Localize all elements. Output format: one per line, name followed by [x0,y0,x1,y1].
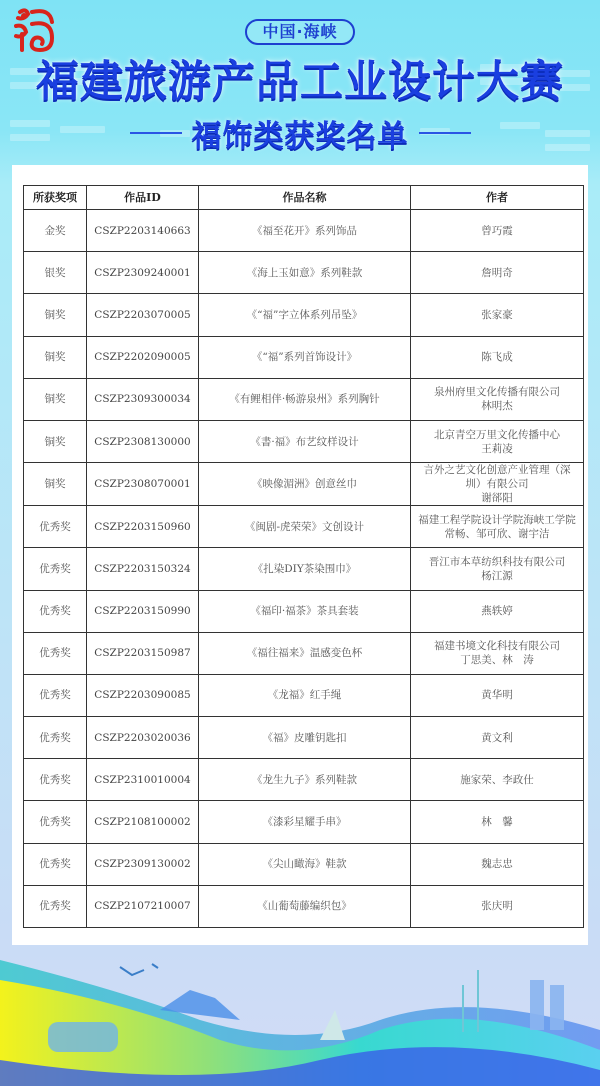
table-row [24,252,584,294]
table-row [24,801,584,843]
award-cell: 铜奖 [24,420,87,462]
author-cell [411,378,584,420]
award-cell: 优秀奖 [24,717,87,759]
table-row [24,210,584,252]
work-id-cell: CSZP2309300034 [87,378,199,420]
award-cell: 优秀奖 [24,590,87,632]
work-id-cell: CSZP2308130000 [87,420,199,462]
author-cell [411,759,584,801]
award-cell: 铜奖 [24,294,87,336]
work-name-cell: 《“福”字立体系列吊坠》 [199,294,411,336]
author-cell [411,463,584,506]
award-cell: 银奖 [24,252,87,294]
author-cell [411,420,584,462]
table-row [24,420,584,462]
author-line: 张家豪 [481,308,513,321]
author-line: 詹明奇 [481,266,513,279]
work-id-cell: CSZP2108100002 [87,801,199,843]
author-line: 魏志忠 [481,858,513,871]
author-cell [411,717,584,759]
author-line: 北京青空万里文化传播中心 [434,428,560,441]
author-cell [411,801,584,843]
author-cell [411,885,584,927]
award-cell: 铜奖 [24,336,87,378]
author-cell [411,674,584,716]
author-cell [411,632,584,674]
table-row [24,717,584,759]
work-name-cell: 《尖山瞰海》鞋款 [199,843,411,885]
region-badge: 中国·海峡 [245,19,355,45]
award-cell: 优秀奖 [24,801,87,843]
award-list-card [12,165,588,945]
table-row [24,674,584,716]
table-row [24,590,584,632]
award-cell: 优秀奖 [24,506,87,548]
award-cell: 铜奖 [24,378,87,420]
award-cell: 优秀奖 [24,759,87,801]
table-row [24,632,584,674]
column-header-id: 作品ID [87,186,199,210]
work-name-cell: 《龙福》红手绳 [199,674,411,716]
work-name-cell: 《龙生九子》系列鞋款 [199,759,411,801]
work-name-cell: 《福》皮雕钥匙扣 [199,717,411,759]
author-cell [411,506,584,548]
table-row [24,885,584,927]
work-id-cell: CSZP2203150960 [87,506,199,548]
author-line: 福建书境文化科技有限公司 [434,640,560,653]
work-id-cell: CSZP2203090085 [87,674,199,716]
page-subtitle: 福饰类获奖名单 [191,119,409,154]
page-title: 福建旅游产品工业设计大赛 [36,57,564,107]
author-line: 言外之艺文化创意产业管理（深 [423,464,571,477]
award-cell: 优秀奖 [24,548,87,590]
work-id-cell: CSZP2203020036 [87,717,199,759]
table-row [24,506,584,548]
award-cell: 金奖 [24,210,87,252]
work-id-cell: CSZP2203140663 [87,210,199,252]
table-row [24,378,584,420]
subtitle-rule-right [419,132,471,134]
author-line: 林明杰 [481,400,513,413]
award-cell: 优秀奖 [24,843,87,885]
work-name-cell: 《“福”系列首饰设计》 [199,336,411,378]
work-id-cell: CSZP2309240001 [87,252,199,294]
work-name-cell: 《福至花开》系列饰品 [199,210,411,252]
author-line: 燕轶婷 [481,605,513,618]
author-cell [411,843,584,885]
work-id-cell: CSZP2202090005 [87,336,199,378]
award-table [23,185,584,928]
table-row [24,548,584,590]
author-cell [411,336,584,378]
author-line: 黄文利 [481,731,513,744]
award-cell: 铜奖 [24,463,87,506]
author-line: 施家荣、李政仕 [460,773,534,786]
author-line: 圳）有限公司 [465,478,529,491]
work-id-cell: CSZP2308070001 [87,463,199,506]
award-cell: 优秀奖 [24,674,87,716]
fujian-scenery-illustration [0,950,600,1086]
author-line: 福建工程学院设计学院海峡工学院 [418,513,576,526]
author-line: 陈飞成 [481,351,513,364]
author-cell [411,210,584,252]
author-cell [411,548,584,590]
table-row [24,294,584,336]
author-line: 丁思美、林 涛 [460,654,534,667]
column-header-name: 作品名称 [199,186,411,210]
fu-logo-icon [10,4,58,54]
work-name-cell: 《闽剧-虎荣荣》文创设计 [199,506,411,548]
award-cell: 优秀奖 [24,885,87,927]
table-row [24,759,584,801]
award-cell: 优秀奖 [24,632,87,674]
author-line: 王莉凌 [481,442,513,455]
work-name-cell: 《映像湄洲》创意丝巾 [199,463,411,506]
work-id-cell: CSZP2203070005 [87,294,199,336]
author-line: 晋江市本草纺织科技有限公司 [428,555,566,568]
column-header-author: 作者 [411,186,584,210]
author-line: 林 馨 [481,816,513,829]
table-row [24,336,584,378]
work-id-cell: CSZP2203150324 [87,548,199,590]
work-name-cell: 《海上玉如意》系列鞋款 [199,252,411,294]
author-line: 常畅、邹可欣、谢宇洁 [444,527,550,540]
work-name-cell: 《山葡萄藤编织包》 [199,885,411,927]
work-name-cell: 《扎染DIY茶染围巾》 [199,548,411,590]
author-line: 曾巧霞 [481,224,513,237]
author-cell [411,252,584,294]
author-line: 谢郤阳 [481,492,513,505]
column-header-award: 所获奖项 [24,186,87,210]
table-header-row [24,186,584,210]
subtitle-rule-left [130,132,182,134]
table-row [24,463,584,506]
table-row [24,843,584,885]
work-id-cell: CSZP2309130002 [87,843,199,885]
work-id-cell: CSZP2203150990 [87,590,199,632]
author-line: 黄华明 [481,689,513,702]
subtitle-row [0,115,600,154]
author-line: 泉州府里文化传播有限公司 [434,386,560,399]
work-id-cell: CSZP2310010004 [87,759,199,801]
work-name-cell: 《漆彩星耀手串》 [199,801,411,843]
work-name-cell: 《書·福》布艺纹样设计 [199,420,411,462]
author-line: 张庆明 [481,900,513,913]
author-cell [411,294,584,336]
work-id-cell: CSZP2203150987 [87,632,199,674]
work-name-cell: 《福印·福茶》茶具套装 [199,590,411,632]
work-id-cell: CSZP2107210007 [87,885,199,927]
author-line: 杨江源 [481,569,513,582]
work-name-cell: 《有鲤相伴·畅游泉州》系列胸针 [199,378,411,420]
work-name-cell: 《福往福来》温感变色杯 [199,632,411,674]
author-cell [411,590,584,632]
